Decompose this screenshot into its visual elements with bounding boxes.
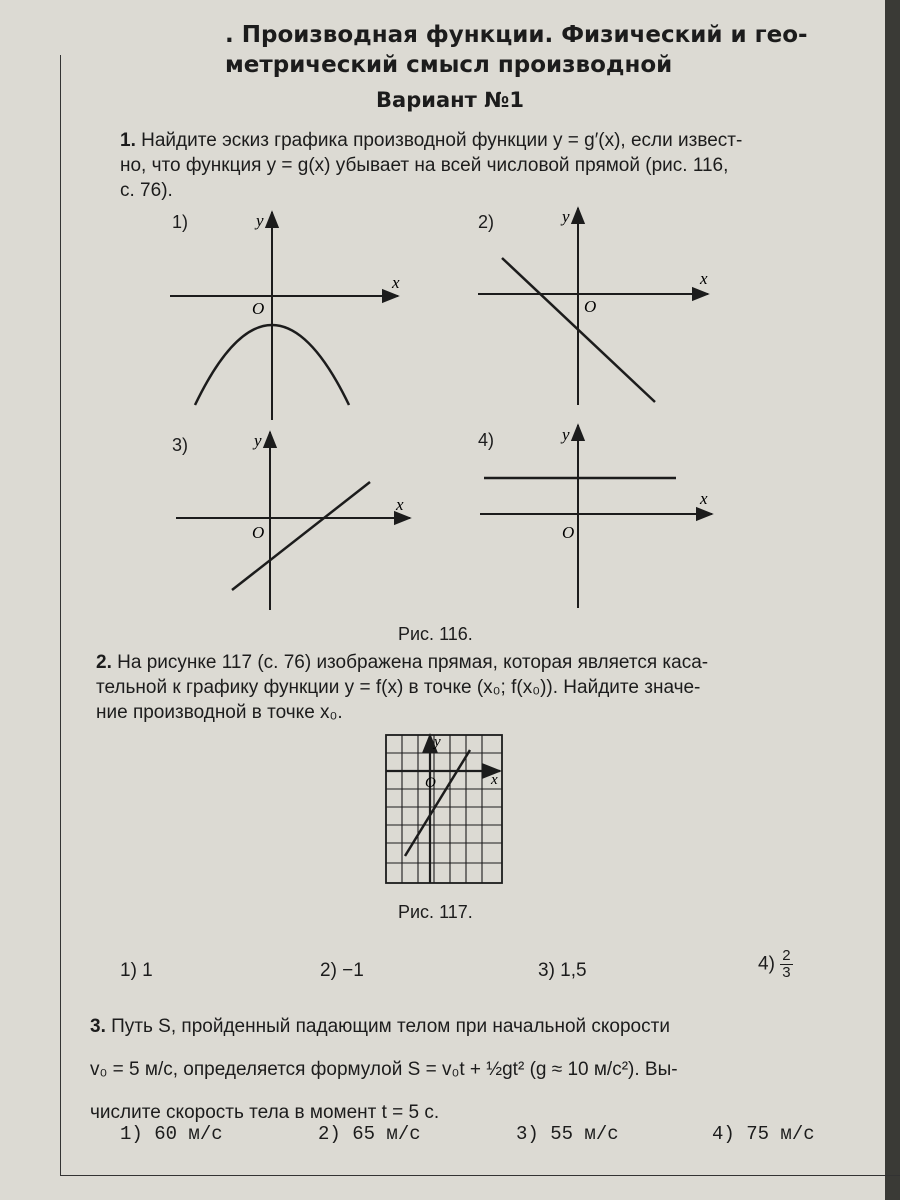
task2-text [96, 650, 708, 725]
figure-117-caption: Рис. 117. [398, 902, 473, 922]
graph1-x-label: x [392, 273, 400, 292]
fig117-x-label: x [491, 772, 498, 788]
graph3-x-label: x [396, 495, 404, 514]
graph3-origin: O [252, 523, 265, 542]
task2-option-3: 3) 1,5 [538, 960, 587, 981]
task2-line-2: тельной к графику функции y = f(x) в точке (x₀; f(x₀)). Найдите значе- [96, 677, 701, 698]
fig117-origin: O [425, 775, 436, 791]
task2-line-1: На рисунке 117 (с. 76) изображена прямая, которая является каса- [117, 652, 709, 673]
graph2-label: 2) [478, 212, 495, 232]
title-line-1: Производная функции. Физический и гео- [241, 22, 808, 48]
graph1 [170, 211, 400, 420]
task2-option-1: 1) 1 [120, 960, 153, 981]
task2-option-4-fraction [780, 948, 792, 981]
graph4-origin: O [562, 523, 575, 542]
graph4-label: 4) [478, 430, 495, 450]
task3-number: 3. [90, 1016, 106, 1037]
graph1-label: 1) [172, 212, 189, 232]
task3-text [90, 1005, 678, 1134]
grid-lines [386, 735, 502, 883]
task3-option-2: 2) 65 м/с [318, 1123, 421, 1145]
graph3-label: 3) [172, 435, 189, 455]
figure-116-caption: Рис. 116. [398, 624, 473, 644]
tangent-line [405, 750, 470, 856]
graph1-origin: O [252, 299, 265, 318]
task2-option-2: 2) −1 [320, 960, 364, 981]
graph4 [480, 425, 712, 608]
task3-option-4: 4) 75 м/с [712, 1123, 815, 1145]
task2-line-3: ние производной в точке x₀. [96, 702, 343, 723]
task3-line-2: v₀ = 5 м/с, определяется формулой S = v₀t + ½gt² (g ≈ 10 м/с²). Вы- [90, 1059, 678, 1080]
graph2-origin: O [584, 297, 597, 316]
graph2 [478, 207, 708, 405]
task1-line-1: Найдите эскиз графика производной функции y = g′(x), если извест- [141, 130, 743, 151]
variant-heading: Вариант №1 [376, 88, 524, 112]
task2-option-4-numerator: 2 [782, 947, 791, 964]
task2-option-4-prefix: 4) [758, 953, 775, 975]
task1-line-3: с. 76). [120, 180, 173, 201]
task3-line-3: числите скорость тела в момент t = 5 с. [90, 1102, 440, 1123]
task1-number: 1. [120, 130, 136, 151]
graph3-y-label: y [254, 431, 262, 450]
graph1-y-label: y [256, 211, 264, 230]
graph4-x-label: x [700, 489, 708, 508]
grid-border [386, 735, 502, 883]
task2-option-4-denominator: 3 [782, 964, 791, 981]
task2-option-4 [758, 948, 793, 981]
graph3 [176, 431, 410, 610]
task3-line-1: Путь S, пройденный падающим телом при начальной скорости [111, 1016, 670, 1037]
figure-117 [386, 734, 502, 883]
title-line-2: метрический смысл производной [225, 52, 673, 78]
task3-option-3: 3) 55 м/с [516, 1123, 619, 1145]
graph2-x-label: x [700, 269, 708, 288]
task3-option-1: 1) 60 м/с [120, 1123, 223, 1145]
task2-number: 2. [96, 652, 112, 673]
task1-line-2: но, что функция y = g(x) убывает на всей числовой прямой (рис. 116, [120, 155, 729, 176]
graph2-y-label: y [562, 207, 570, 226]
title-prefix: . [225, 22, 234, 48]
graph4-y-label: y [562, 425, 570, 444]
fig117-y-label: y [434, 734, 441, 750]
